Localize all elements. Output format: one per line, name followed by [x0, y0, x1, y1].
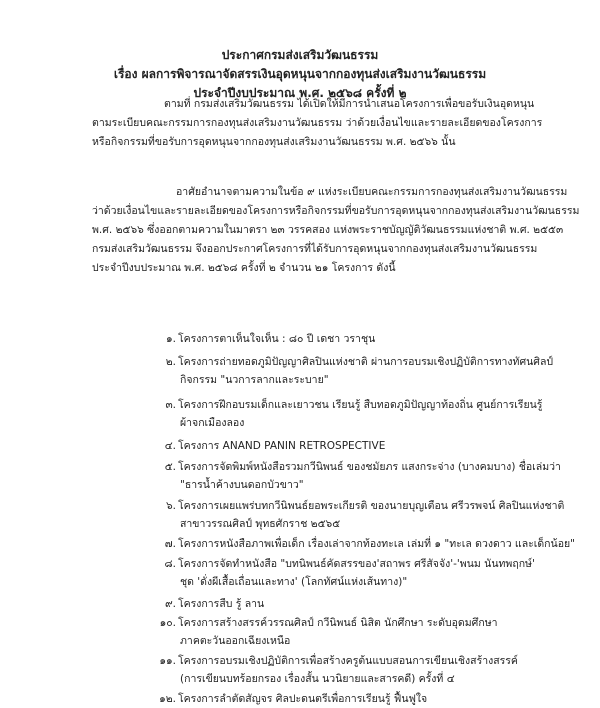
paragraph-background — [92, 95, 547, 152]
item-continuation: (การเขียนบทร้อยกรอง เรื่องสั้น นวนิยายและสารคดี) ครั้งที่ ๔ — [180, 673, 455, 685]
paragraph-line: อาศัยอำนาจตามความในข้อ ๙ แห่งระเบียบคณะกรรมการกองทุนส่งเสริมงานวัฒนธรรม — [176, 186, 568, 198]
item-text: โครงการเผยแพร่บทกวีนิพนธ์ยอพระเกียรติ ของนายบุญเตือน ศรีวรพจน์ ศิลปินแห่งชาติ — [178, 500, 565, 512]
paragraph-line: ตามที่ กรมส่งเสริมวัฒนธรรม ได้เปิดให้มีการนำเสนอโครงการเพื่อขอรับเงินอุดหนุน — [164, 98, 535, 110]
item-number: ๑๒. — [159, 693, 176, 705]
paragraph-line: หรือกิจกรรมที่ขอรับการอุดหนุนจากกองทุนส่งเสริมงานวัฒนธรรม พ.ศ. ๒๕๖๖ นั้น — [92, 136, 456, 148]
announcement-fiscal-year: ประจำปีงบประมาณ พ.ศ. ๒๕๖๘ ครั้งที่ ๒ — [193, 86, 407, 100]
item-text: โครงการจัดทำหนังสือ "บทนิพนธ์คัดสรรของ'สถาพร ศรีสัจจัง'-'พนม นันทพฤกษ์' — [178, 558, 535, 570]
item-continuation: ภาคตะวันออกเฉียงเหนือ — [180, 635, 291, 647]
announcement-subject: เรื่อง ผลการพิจารณาจัดสรรเงินอุดหนุนจากกองทุนส่งเสริมงานวัฒนธรรม — [113, 67, 487, 81]
item-text: โครงการถ่ายทอดภูมิปัญญาศิลปินแห่งชาติ ผ่านการอบรมเชิงปฏิบัติการทางทัศนศิลป์ — [178, 356, 554, 368]
item-continuation: สาขาวรรณศิลป์ พุทธศักราช ๒๕๖๕ — [180, 518, 341, 530]
item-text: โครงการหนังสือภาพเพื่อเด็ก เรื่องเล่าจากท้องทะเล เล่มที่ ๑ "ทะเล ดวงดาว และเด็กน้อย" — [178, 538, 576, 550]
item-number: ๑๐. — [159, 617, 176, 629]
item-continuation: ผ้าจกเมืองลอง — [180, 417, 245, 429]
item-text: โครงการอบรมเชิงปฏิบัติการเพื่อสร้างครูต้นแบบสอนการเขียนเชิงสร้างสรรค์ — [178, 655, 518, 667]
item-number: ๒. — [165, 356, 176, 368]
item-continuation: กิจกรรม "นวการลากและระบาย" — [180, 374, 329, 386]
item-text: โครงการจัดพิมพ์หนังสือรวมกวีนิพนธ์ ของชมัยภร แสงกระจ่าง (บางคมบาง) ชื่อเล่มว่า — [178, 461, 561, 473]
item-number: ๙. — [164, 598, 176, 610]
item-number: ๔. — [164, 440, 176, 452]
item-continuation: ชุด 'ดั่งผีเสื้อเถื่อนและทาง' (โลกทัศน์แห่งเส้นทาง)" — [180, 576, 408, 588]
item-text: โครงการสร้างสรรค์วรรณศิลป์ กวีนิพนธ์ นิสิต นักศึกษา ระดับอุดมศึกษา — [178, 617, 498, 629]
item-text: โครงการตาเห็นใจเห็น : ๘๐ ปี เดชา วราชุน — [178, 333, 376, 345]
item-text: โครงการ ANAND PANIN RETROSPECTIVE — [178, 440, 386, 452]
item-number: ๑๑. — [159, 655, 176, 667]
paragraph-line: ประจำปีงบประมาณ พ.ศ. ๒๕๖๘ ครั้งที่ ๒ จำนวน ๒๑ โครงการ ดังนี้ — [92, 262, 396, 274]
item-number: ๘. — [164, 558, 176, 570]
item-text: โครงการสืบ รู้ ลาน — [178, 598, 265, 610]
item-number: ๗. — [164, 538, 176, 550]
item-number: ๖. — [165, 500, 176, 512]
item-number: ๑. — [165, 333, 176, 345]
paragraph-line: ตามระเบียบคณะกรรมการกองทุนส่งเสริมงานวัฒนธรรม ว่าด้วยเงื่อนไขและรายละเอียดของโครงการ — [92, 117, 543, 129]
paragraph-line: พ.ศ. ๒๕๖๖ ซึ่งออกตามความในมาตรา ๒๓ วรรคสอง แห่งพระราชบัญญัติวัฒนธรรมแห่งชาติ พ.ศ. ๒๕๕๓ — [92, 224, 564, 236]
paragraph-line: กรมส่งเสริมวัฒนธรรม จึงออกประกาศโครงการที่ได้รับการอุดหนุนจากกองทุนส่งเสริมงานวัฒนธรรม — [92, 243, 538, 255]
paragraph-line: ว่าด้วยเงื่อนไขและรายละเอียดของโครงการหรือกิจกรรมที่ขอรับการอุดหนุนจากกองทุนส่งเสริมงานวัฒนธรรม — [92, 205, 580, 217]
item-continuation: "ธารน้ำค้างบนดอกบัวขาว" — [180, 479, 304, 491]
item-text: โครงการลำตัดสัญจร ศิลปะดนตรีเพื่อการเรียนรู้ ฟื้นฟูใจ — [178, 693, 428, 705]
announcement-agency-title: ประกาศกรมส่งเสริมวัฒนธรรม — [221, 48, 379, 62]
item-text: โครงการฝึกอบรมเด็กและเยาวชน เรียนรู้ สืบทอดภูมิปัญญาท้องถิ่น ศูนย์การเรียนรู้ — [178, 399, 543, 411]
item-number: ๕. — [164, 461, 176, 473]
item-number: ๓. — [165, 399, 176, 411]
paragraph-authority — [92, 183, 580, 278]
